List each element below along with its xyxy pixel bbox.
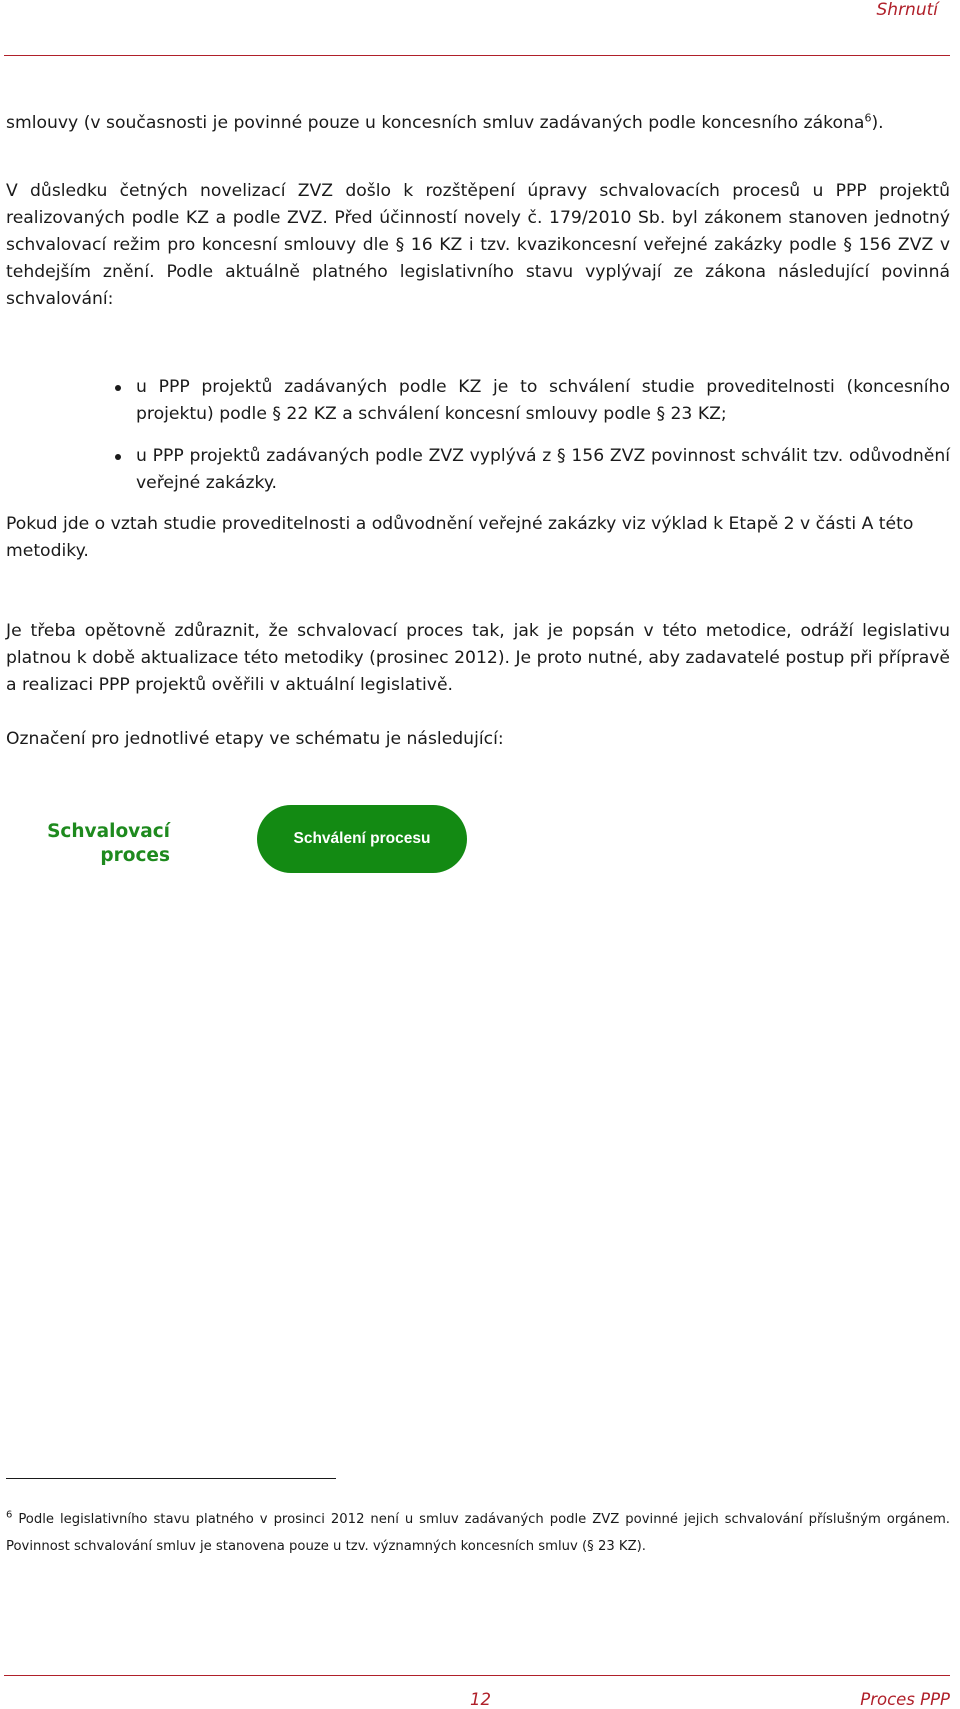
bullet-text: u PPP projektů zadávaných podle ZVZ vyplývá z § 156 ZVZ povinnost schválit tzv. odůvodnění veřejné zakázky. bbox=[136, 446, 950, 493]
bullet-text: u PPP projektů zadávaných podle KZ je to schválení studie proveditelnosti (koncesního projektu) podle § 22 KZ a schválení koncesní smlouvy podle § 23 KZ; bbox=[136, 377, 950, 424]
footnote-separator bbox=[6, 1478, 336, 1479]
page-number: 12 bbox=[470, 1690, 491, 1709]
paragraph-2: V důsledku četných novelizací ZVZ došlo k rozštěpení úpravy schvalovacích procesů u PPP projektů realizovaných podle KZ a podle ZVZ. Před účinností novely č. 179/2010 Sb. byl zákonem stanoven jednotný schvalovací režim pro koncesní smlouvy dle § 16 KZ i tzv. kvazikoncesní veřejné zakázky podle § 156 ZVZ v tehdejším znění. Podle aktuálně platného legislativního stavu vyplývají ze zákona následující povinná schvalování: bbox=[6, 181, 950, 309]
paragraph-4: Je třeba opětovně zdůraznit, že schvalovací proces tak, jak je popsán v této metodice, odráží legislativu platnou k době aktualizace této metodiky (prosinec 2012). Je proto nutné, aby zadavatelé postup při přípravě a realizaci PPP projektů ověřili v aktuální legislativě. bbox=[6, 621, 950, 695]
paragraph-3: Pokud jde o vztah studie proveditelnosti a odůvodnění veřejné zakázky viz výklad k Etapě 2 v části A této metodiky. bbox=[6, 514, 914, 561]
bullet-item bbox=[112, 443, 950, 497]
bullet-icon bbox=[115, 385, 121, 391]
legend-label: Schvalovací proces bbox=[47, 821, 170, 866]
paragraph-5: Označení pro jednotlivé etapy ve schématu je následující: bbox=[6, 729, 504, 749]
paragraph-1-text: smlouvy (v současnosti je povinné pouze u koncesních smluv zadávaných podle koncesního zákona bbox=[6, 113, 865, 133]
footnote bbox=[6, 1506, 950, 1560]
bullet-item bbox=[112, 374, 950, 428]
footnote-ref[interactable]: 6 bbox=[864, 111, 872, 125]
legend-shape bbox=[257, 805, 467, 873]
bullet-list bbox=[112, 374, 950, 497]
header-title: Shrnutí bbox=[876, 0, 938, 20]
bullet-icon bbox=[115, 454, 121, 460]
paragraph-1-end: ). bbox=[871, 113, 884, 133]
paragraph-1 bbox=[6, 110, 950, 137]
footnote-text: Podle legislativního stavu platného v prosinci 2012 není u smluv zadávaných podle ZVZ povinné jejich schvalování příslušným orgánem. Povinnost schvalování smluv je stanovena pouze u tzv. významných koncesních smluv (§ 23 KZ). bbox=[6, 1512, 950, 1554]
header-rule bbox=[4, 55, 950, 56]
footer-title: Proces PPP bbox=[860, 1690, 950, 1709]
footer-rule bbox=[4, 1675, 950, 1676]
legend-shape-text: Schválení procesu bbox=[293, 830, 431, 847]
footnote-number: 6 bbox=[6, 1509, 13, 1521]
